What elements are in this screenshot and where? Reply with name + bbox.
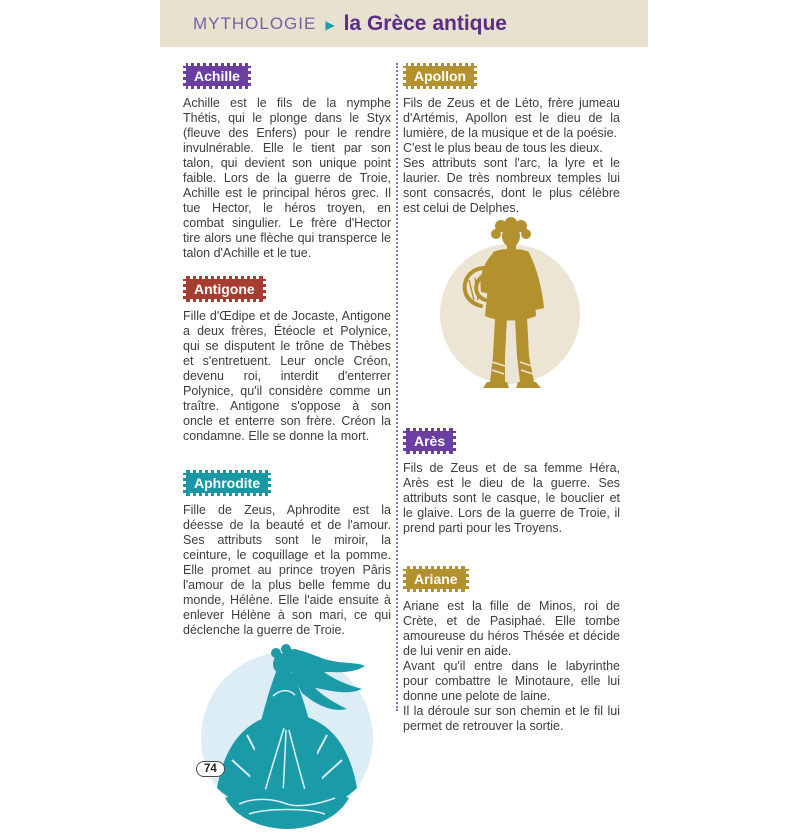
entry-body: [403, 96, 620, 216]
entry-body: [183, 309, 391, 444]
entry-paragraph: Fils de Zeus et de sa femme Héra, Arès est le dieu de la guerre. Ses attributs sont le casque, le bouclier et le glaive. Lors de la guerre de Troie, il prend parti pour les Troyens.: [403, 461, 620, 535]
entry-paragraph: Il la déroule sur son chemin et le fil lui permet de retrouver la sortie.: [403, 704, 620, 733]
aphrodite-illustration-wrap: [183, 638, 391, 834]
section-kicker: MYTHOLOGIE: [193, 13, 317, 33]
entry-paragraph: Fille d'Œdipe et de Jocaste, Antigone a deux frères, Étéocle et Polynice, qui se disputent le trône de Thèbes et s'entretuent. Leur oncle Créon, devenu roi, interdit d'enterrer Polynice, qu'il considère comme un traître. Antigone s'oppose à son oncle et enterre son frère. Créon la condamne. Elle se donne la mort.: [183, 309, 391, 443]
entry-apollon: [403, 63, 620, 398]
entry-paragraph: Ses attributs sont l'arc, la lyre et le laurier. De très nombreux temples lui sont consacrés, dont le plus célèbre est celui de Delphes.: [403, 156, 620, 215]
entry-body: [403, 461, 620, 536]
triangle-right-icon: ▶: [325, 17, 335, 32]
page-title: la Grèce antique: [343, 11, 507, 35]
entry-badge-ares: Arès: [403, 428, 456, 454]
page-number: 74: [196, 761, 225, 777]
entry-badge-apollon: Apollon: [403, 63, 477, 89]
entry-antigone: [183, 276, 391, 444]
entry-aphrodite: [183, 470, 391, 834]
entry-paragraph: Fils de Zeus et de Léto, frère jumeau d'Artémis, Apollon est le dieu de la lumière, de la musique et de la poésie.: [403, 96, 620, 140]
entry-body: [183, 96, 391, 261]
entry-badge-ariane: Ariane: [403, 566, 469, 592]
apollon-illustration-wrap: [403, 216, 620, 398]
entry-paragraph: Achille est le fils de la nymphe Thétis, qui le plonge dans le Styx (fleuve des Enfers) pour le rendre invulnérable. Elle le tient par son talon, qui devient son unique point faible. Lors de la guerre de Troie, Achille est le principal héros grec. Il tue Hector, le héros troyen, en combat singulier. Le frère d'Hector tire alors une flèche qui transperce le talon d'Achille et le tue.: [183, 96, 391, 260]
right-column: [403, 63, 620, 734]
entry-paragraph: C'est le plus beau de tous les dieux.: [403, 141, 603, 155]
entry-achille: [183, 63, 391, 261]
left-column: [183, 63, 391, 834]
header-band: [160, 0, 648, 47]
entry-paragraph: Avant qu'il entre dans le labyrinthe pour combattre le Minotaure, elle lui donne une pelote de laine.: [403, 659, 620, 703]
entry-body: [403, 599, 620, 734]
entry-badge-antigone: Antigone: [183, 276, 266, 302]
entry-paragraph: Fille de Zeus, Aphrodite est la déesse de la beauté et de l'amour. Ses attributs sont le miroir, la ceinture, le coquillage et la pomme. Elle promet au prince troyen Pâris l'amour de la plus belle femme du monde, Hélène. Elle l'aide ensuite à enlever Hélène à son mari, ce qui déclenche la guerre de Troie.: [183, 503, 391, 637]
venus-on-shell-illustration: [187, 638, 387, 834]
entry-body: [183, 503, 391, 638]
column-divider: [396, 63, 398, 711]
entry-badge-achille: Achille: [183, 63, 251, 89]
entry-ariane: [403, 566, 620, 734]
entry-paragraph: Ariane est la fille de Minos, roi de Crète, et de Pasiphaé. Elle tombe amoureuse du héros Thésée et décide de lui venir en aide.: [403, 599, 620, 658]
entry-ares: [403, 428, 620, 536]
entry-badge-aphrodite: Aphrodite: [183, 470, 271, 496]
apollo-with-lyre-illustration: [437, 216, 587, 398]
